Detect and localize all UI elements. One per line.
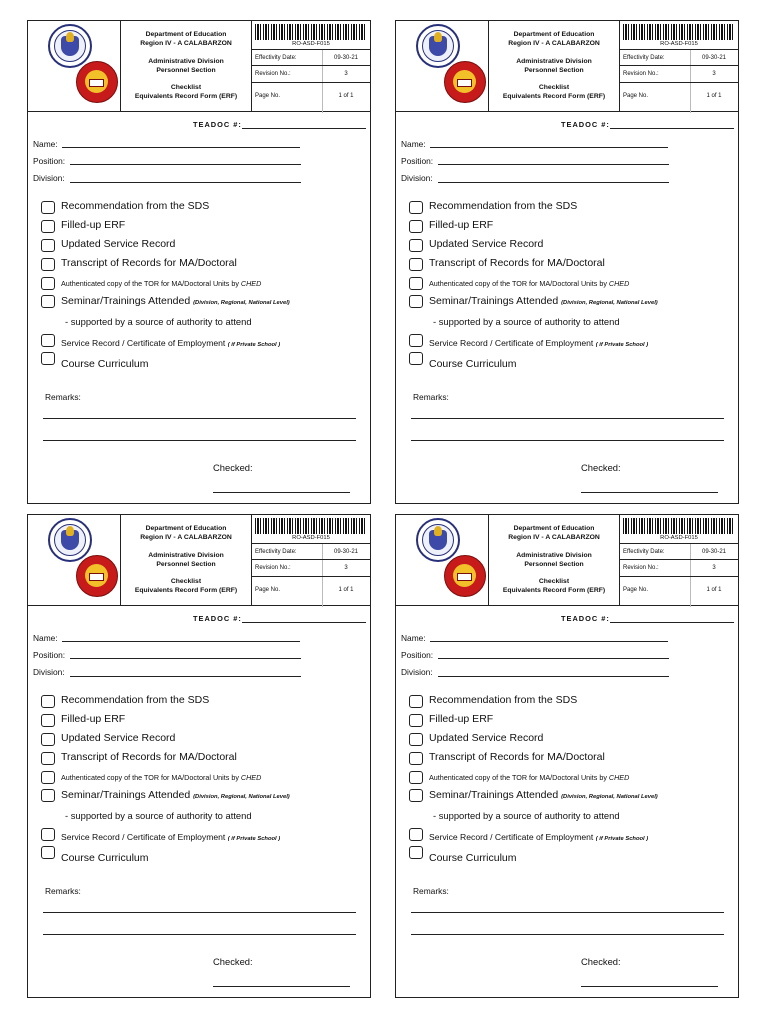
division-input-line[interactable] [70,676,301,677]
document-meta [252,515,370,606]
position-label: Position: [33,650,66,660]
teadoc-input-line[interactable] [610,128,734,129]
form-header [28,515,370,606]
document-code: RO-ASD-F015 [660,41,698,47]
meta-value: 09-30-21 [333,55,359,61]
erf-checkbox[interactable] [409,220,423,233]
employment-text: Service Record / Certificate of Employment [61,832,226,842]
transcript-label: Transcript of Records for MA/Doctoral [61,257,237,269]
erf-checkbox[interactable] [41,220,55,233]
employment-label [61,338,280,348]
curriculum-label: Course Curriculum [429,852,517,864]
authenticated-tor-label [61,773,261,782]
document-code: RO-ASD-F015 [292,41,330,47]
deped-seal-logo [48,24,92,68]
recommendation-label: Recommendation from the SDS [61,200,210,212]
region-name: Region IV - A CALABARZON [508,533,600,541]
erf-label: Filled-up ERF [61,713,126,725]
section-name: Personnel Section [156,560,216,568]
meta-row-page [252,576,370,606]
checked-signature-line[interactable] [213,986,350,987]
document-meta [620,515,738,606]
section-name: Personnel Section [524,66,584,74]
checked-label: Checked: [213,956,253,967]
logo-cell [396,515,489,606]
service-record-label: Updated Service Record [429,732,544,744]
teadoc-input-line[interactable] [242,622,366,623]
division-name: Administrative Division [148,58,224,65]
erf-checklist-card-2 [395,20,739,504]
seminar-text: Seminar/Trainings Attended [429,789,559,801]
seminar-level-text: (Division, Regional, National Level) [561,300,658,306]
office-block [121,515,252,606]
erf-label: Filled-up ERF [61,219,126,231]
division-label: Division: [401,173,433,183]
office-block [489,21,620,112]
seminar-text: Seminar/Trainings Attended [429,295,559,307]
employment-checkbox[interactable] [409,334,423,347]
barcode-icon [255,518,367,534]
seminar-checkbox[interactable] [409,295,423,308]
checked-signature-line[interactable] [581,986,718,987]
form-title: Checklist [538,578,570,585]
service-record-label: Updated Service Record [429,238,544,250]
seminar-level-text: (Division, Regional, National Level) [561,794,658,800]
section-name: Personnel Section [524,560,584,568]
seminar-label [429,295,658,307]
meta-label: Revision No.: [255,71,291,77]
service-record-label: Updated Service Record [61,732,176,744]
erf-checklist-card-4 [395,514,739,998]
transcript-label: Transcript of Records for MA/Doctoral [429,751,605,763]
curriculum-checkbox[interactable] [409,352,423,365]
curriculum-checkbox[interactable] [41,846,55,859]
remarks-label: Remarks: [45,392,81,402]
curriculum-label: Course Curriculum [429,358,517,370]
barcode-icon [623,518,735,534]
meta-row-effectivity [252,49,370,65]
seminar-checkbox[interactable] [41,789,55,802]
transcript-checkbox[interactable] [41,752,55,765]
meta-label: Revision No.: [623,71,659,77]
checked-label: Checked: [213,462,253,473]
meta-row-page [252,82,370,112]
seminar-text: Seminar/Trainings Attended [61,789,191,801]
seminar-text: Seminar/Trainings Attended [61,295,191,307]
form-subtitle: Equivalents Record Form (ERF) [502,586,606,594]
name-label: Name: [33,139,58,149]
teadoc-label: TEADOC #: [561,120,610,129]
meta-row-effectivity [252,543,370,559]
seminar-checkbox[interactable] [41,295,55,308]
barcode-icon [623,24,735,40]
employment-label [61,832,280,842]
meta-value: 09-30-21 [333,549,359,555]
remarks-label: Remarks: [45,886,81,896]
region-seal-logo [76,61,118,103]
seminar-label [429,789,658,801]
erf-checklist-card-3 [27,514,371,998]
meta-value: 3 [712,71,716,77]
authenticated-tor-text: Authenticated copy of the TOR for MA/Doctoral Units by [61,773,239,782]
recommendation-label: Recommendation from the SDS [429,694,578,706]
document-code: RO-ASD-F015 [292,535,330,541]
name-label: Name: [401,139,426,149]
checked-label: Checked: [581,462,621,473]
curriculum-checkbox[interactable] [409,846,423,859]
service-record-checkbox[interactable] [409,733,423,746]
section-name: Personnel Section [156,66,216,74]
employment-condition-text: ( if Private School ) [595,342,649,348]
transcript-checkbox[interactable] [409,752,423,765]
erf-checkbox[interactable] [41,714,55,727]
region-seal-logo [444,61,486,103]
ched-text: CHED [240,773,262,782]
meta-label: Effectivity Date: [255,55,297,61]
barcode-icon [255,24,367,40]
recommendation-checkbox[interactable] [409,201,423,214]
checked-signature-line[interactable] [581,492,718,493]
remarks-label: Remarks: [413,886,449,896]
authenticated-tor-checkbox[interactable] [409,771,423,784]
meta-row-revision [620,559,738,575]
employment-condition-text: ( if Private School ) [227,342,281,348]
meta-value: 1 of 1 [706,93,722,99]
seminar-note: - supported by a source of authority to attend [65,810,252,821]
authenticated-tor-label [429,773,629,782]
checked-signature-line[interactable] [213,492,350,493]
remarks-line-1[interactable] [43,912,356,913]
form-subtitle: Equivalents Record Form (ERF) [502,92,606,100]
employment-checkbox[interactable] [41,828,55,841]
logo-cell [28,21,121,112]
division-input-line[interactable] [438,676,669,677]
meta-row-page [620,576,738,606]
division-label: Division: [401,667,433,677]
employment-condition-text: ( if Private School ) [595,836,649,842]
division-label: Division: [33,173,65,183]
position-input-line[interactable] [438,658,669,659]
region-name: Region IV - A CALABARZON [508,39,600,47]
meta-label: Revision No.: [255,565,291,571]
meta-label: Effectivity Date: [623,549,665,555]
position-input-line[interactable] [438,164,669,165]
region-name: Region IV - A CALABARZON [140,39,232,47]
department-name: Department of Education [145,525,227,532]
seminar-note: - supported by a source of authority to attend [65,316,252,327]
authenticated-tor-label [429,279,629,288]
name-input-line[interactable] [430,641,668,642]
meta-value: 3 [344,71,348,77]
form-header [396,515,738,606]
meta-label: Effectivity Date: [623,55,665,61]
employment-checkbox[interactable] [409,828,423,841]
ched-text: CHED [240,279,262,288]
transcript-label: Transcript of Records for MA/Doctoral [429,257,605,269]
document-meta [252,21,370,112]
employment-label [429,338,648,348]
form-title: Checklist [538,84,570,91]
meta-row-effectivity [620,49,738,65]
logo-cell [28,515,121,606]
authenticated-tor-checkbox[interactable] [41,277,55,290]
seminar-label [61,789,290,801]
authenticated-tor-text: Authenticated copy of the TOR for MA/Doctoral Units by [61,279,239,288]
meta-value: 1 of 1 [338,587,354,593]
seminar-label [61,295,290,307]
name-label: Name: [401,633,426,643]
remarks-line-2[interactable] [411,440,724,441]
division-name: Administrative Division [148,552,224,559]
meta-label: Page No. [255,93,281,99]
division-input-line[interactable] [70,182,301,183]
employment-checkbox[interactable] [41,334,55,347]
meta-value: 1 of 1 [338,93,354,99]
curriculum-label: Course Curriculum [61,358,149,370]
name-input-line[interactable] [62,147,300,148]
seminar-checkbox[interactable] [409,789,423,802]
department-name: Department of Education [513,31,595,38]
recommendation-label: Recommendation from the SDS [61,694,210,706]
remarks-line-1[interactable] [43,418,356,419]
form-title: Checklist [170,84,202,91]
form-header [28,21,370,112]
office-block [121,21,252,112]
region-seal-logo [76,555,118,597]
seminar-level-text: (Division, Regional, National Level) [193,300,290,306]
remarks-line-2[interactable] [43,440,356,441]
remarks-line-1[interactable] [411,418,724,419]
meta-row-revision [620,65,738,81]
ched-text: CHED [608,279,630,288]
transcript-checkbox[interactable] [409,258,423,271]
form-header [396,21,738,112]
meta-label: Page No. [623,587,649,593]
employment-text: Service Record / Certificate of Employment [61,338,226,348]
deped-seal-logo [48,518,92,562]
erf-checkbox[interactable] [409,714,423,727]
service-record-label: Updated Service Record [61,238,176,250]
office-block [489,515,620,606]
meta-label: Page No. [255,587,281,593]
erf-label: Filled-up ERF [429,713,494,725]
remarks-line-2[interactable] [43,934,356,935]
transcript-checkbox[interactable] [41,258,55,271]
authenticated-tor-text: Authenticated copy of the TOR for MA/Doctoral Units by [429,773,607,782]
authenticated-tor-checkbox[interactable] [41,771,55,784]
department-name: Department of Education [145,31,227,38]
meta-row-revision [252,65,370,81]
curriculum-label: Course Curriculum [61,852,149,864]
seminar-level-text: (Division, Regional, National Level) [193,794,290,800]
region-seal-logo [444,555,486,597]
authenticated-tor-text: Authenticated copy of the TOR for MA/Doctoral Units by [429,279,607,288]
meta-row-effectivity [620,543,738,559]
meta-label: Page No. [623,93,649,99]
meta-value: 3 [344,565,348,571]
employment-text: Service Record / Certificate of Employment [429,832,594,842]
document-code: RO-ASD-F015 [660,535,698,541]
remarks-line-1[interactable] [411,912,724,913]
erf-label: Filled-up ERF [429,219,494,231]
service-record-checkbox[interactable] [409,239,423,252]
recommendation-label: Recommendation from the SDS [429,200,578,212]
employment-text: Service Record / Certificate of Employment [429,338,594,348]
deped-seal-logo [416,518,460,562]
remarks-label: Remarks: [413,392,449,402]
position-input-line[interactable] [70,164,301,165]
erf-checklist-card-1 [27,20,371,504]
checked-label: Checked: [581,956,621,967]
teadoc-input-line[interactable] [610,622,734,623]
position-label: Position: [33,156,66,166]
service-record-checkbox[interactable] [41,733,55,746]
service-record-checkbox[interactable] [41,239,55,252]
teadoc-label: TEADOC #: [193,614,242,623]
document-meta [620,21,738,112]
meta-value: 1 of 1 [706,587,722,593]
ched-text: CHED [608,773,630,782]
authenticated-tor-label [61,279,261,288]
form-subtitle: Equivalents Record Form (ERF) [134,92,238,100]
meta-value: 09-30-21 [701,55,727,61]
meta-label: Effectivity Date: [255,549,297,555]
seminar-note: - supported by a source of authority to attend [433,810,620,821]
teadoc-label: TEADOC #: [193,120,242,129]
employment-label [429,832,648,842]
name-input-line[interactable] [430,147,668,148]
division-name: Administrative Division [516,552,592,559]
teadoc-input-line[interactable] [242,128,366,129]
division-name: Administrative Division [516,58,592,65]
department-name: Department of Education [513,525,595,532]
remarks-line-2[interactable] [411,934,724,935]
meta-label: Revision No.: [623,565,659,571]
division-input-line[interactable] [438,182,669,183]
meta-value: 09-30-21 [701,549,727,555]
region-name: Region IV - A CALABARZON [140,533,232,541]
name-label: Name: [33,633,58,643]
curriculum-checkbox[interactable] [41,352,55,365]
form-title: Checklist [170,578,202,585]
position-label: Position: [401,156,434,166]
employment-condition-text: ( if Private School ) [227,836,281,842]
division-label: Division: [33,667,65,677]
meta-row-page [620,82,738,112]
recommendation-checkbox[interactable] [41,695,55,708]
position-input-line[interactable] [70,658,301,659]
seminar-note: - supported by a source of authority to attend [433,316,620,327]
recommendation-checkbox[interactable] [409,695,423,708]
meta-value: 3 [712,565,716,571]
form-subtitle: Equivalents Record Form (ERF) [134,586,238,594]
position-label: Position: [401,650,434,660]
meta-row-revision [252,559,370,575]
name-input-line[interactable] [62,641,300,642]
logo-cell [396,21,489,112]
recommendation-checkbox[interactable] [41,201,55,214]
teadoc-label: TEADOC #: [561,614,610,623]
authenticated-tor-checkbox[interactable] [409,277,423,290]
deped-seal-logo [416,24,460,68]
transcript-label: Transcript of Records for MA/Doctoral [61,751,237,763]
